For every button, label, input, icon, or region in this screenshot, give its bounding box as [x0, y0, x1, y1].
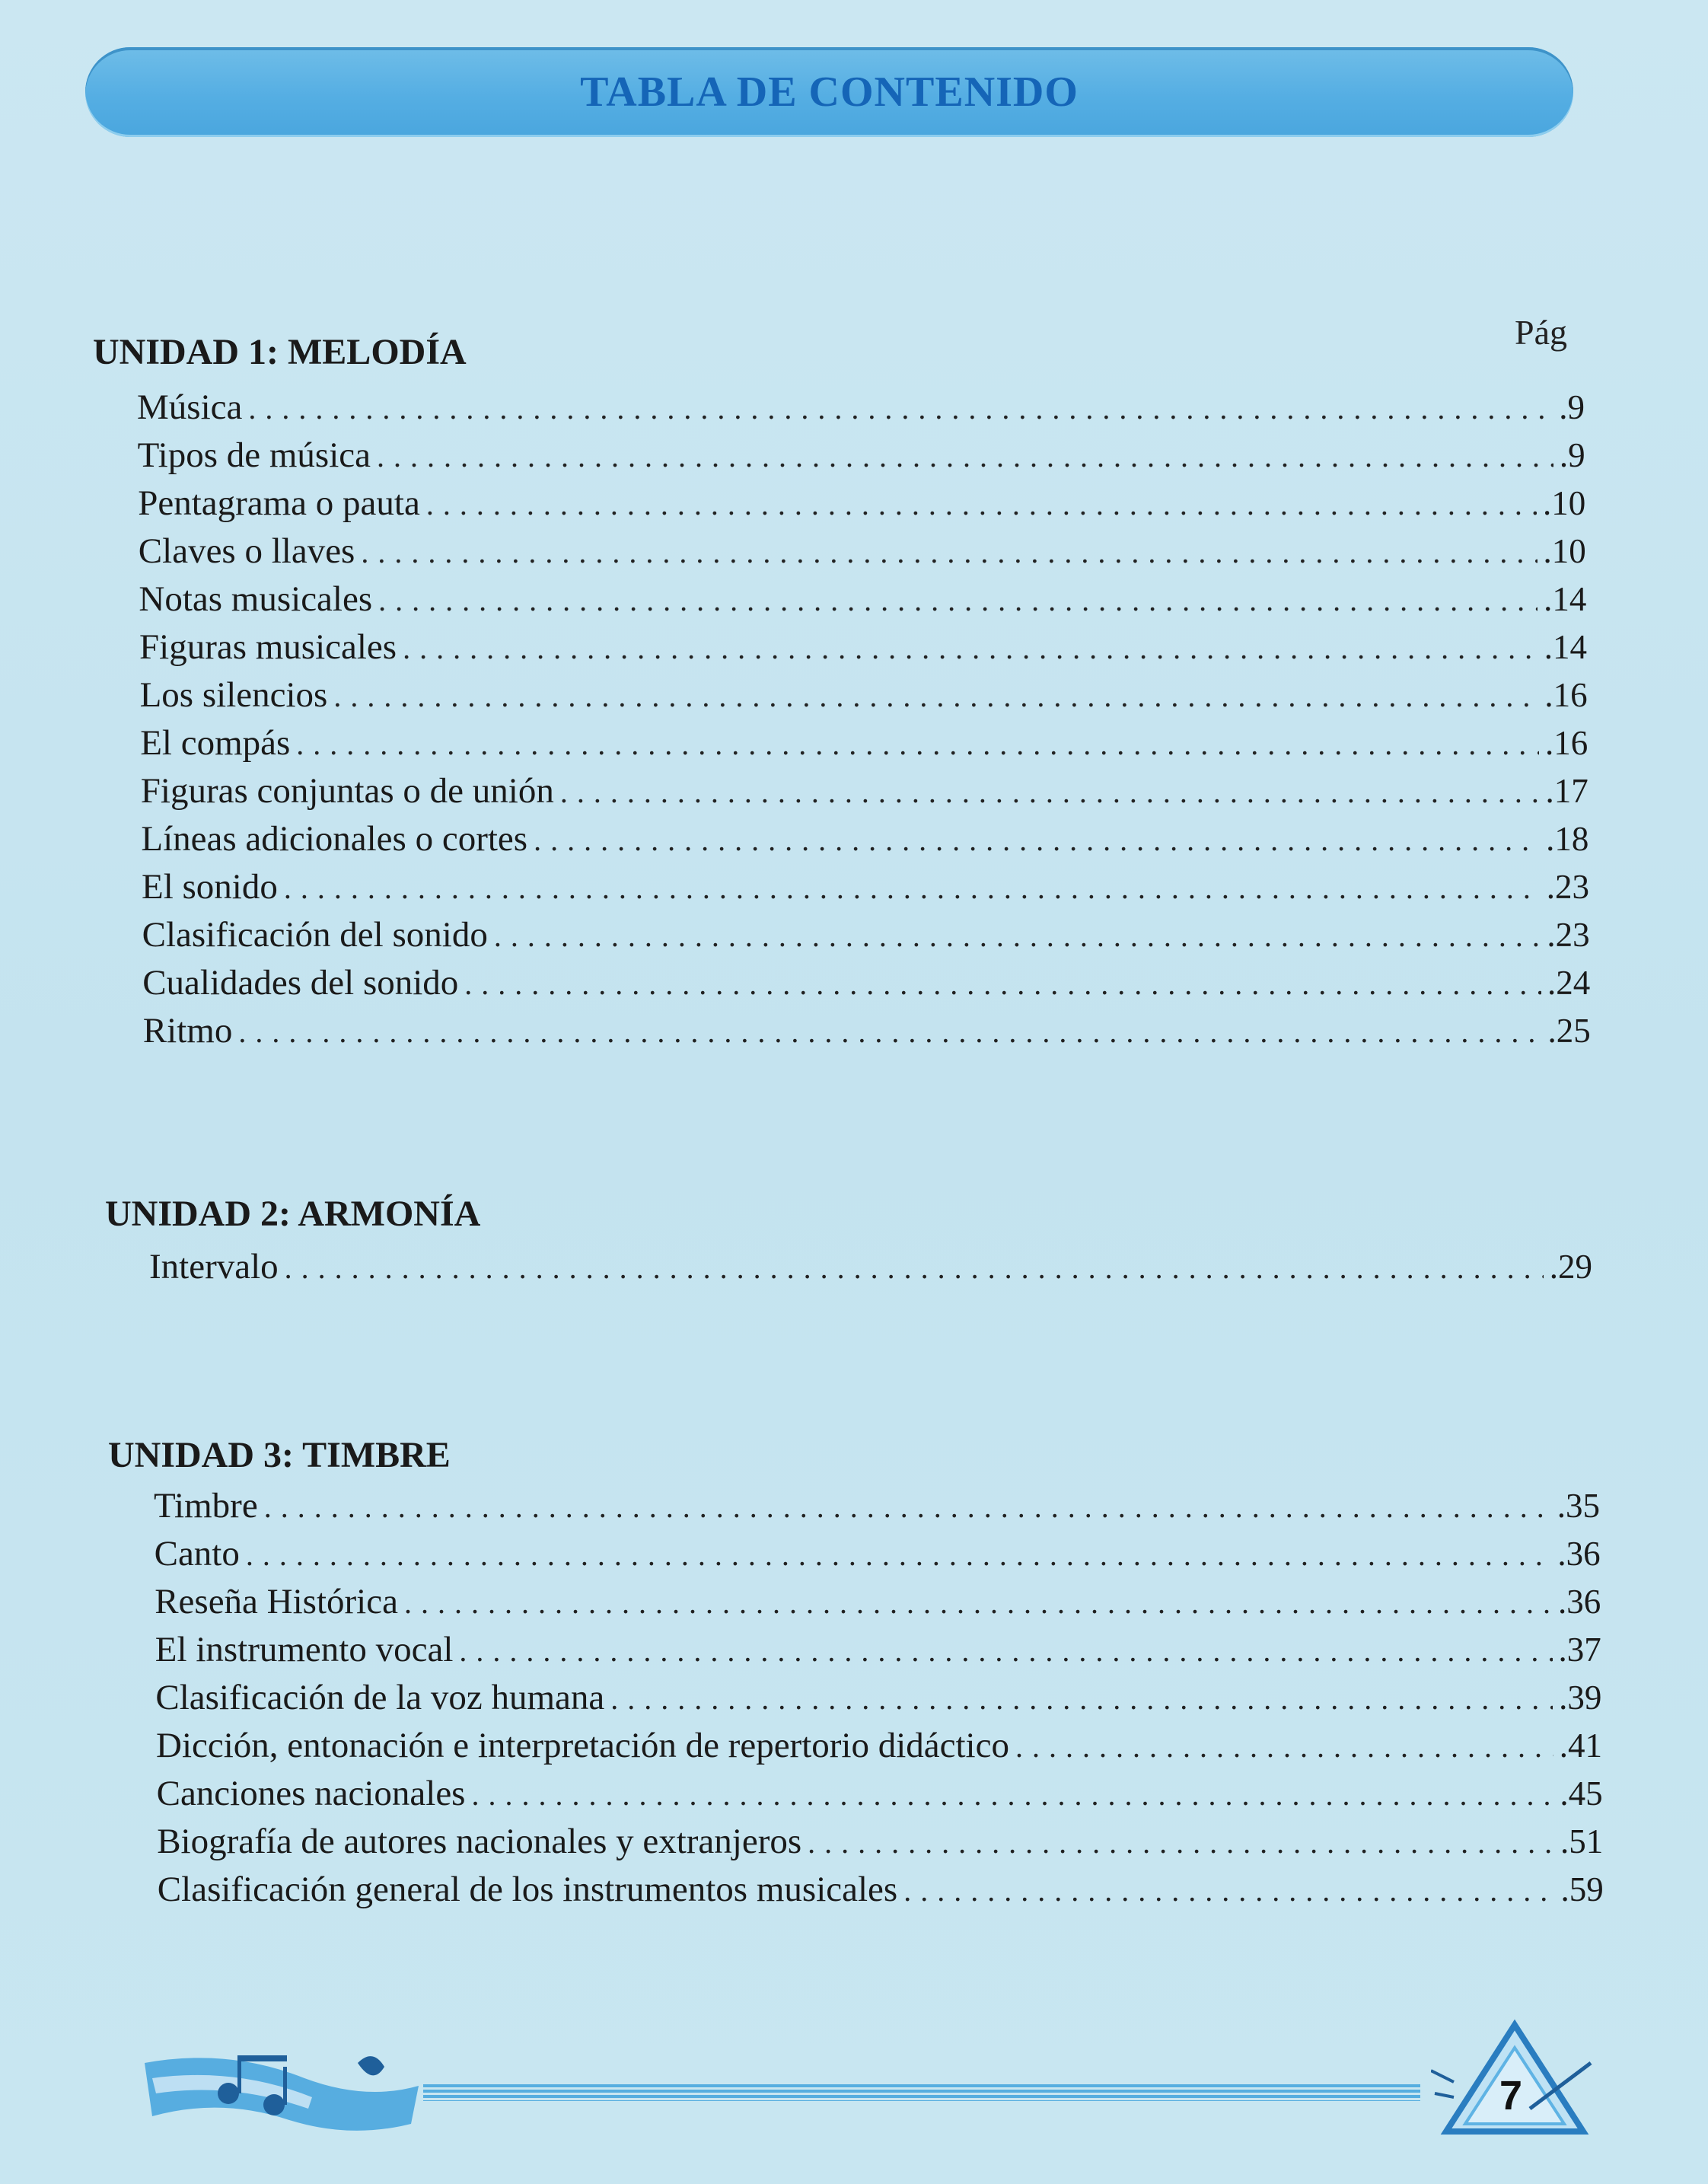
toc-entry — [157, 1821, 1603, 1867]
toc-entry — [149, 1246, 1592, 1292]
page-number: 7 — [1499, 2073, 1523, 2119]
dot-leader — [404, 1585, 1552, 1621]
toc-entry — [156, 1725, 1602, 1771]
dot-leader — [903, 1873, 1554, 1908]
dot-leader — [459, 1633, 1552, 1669]
dot-leader — [238, 1014, 1541, 1050]
toc-entry-page: .14 — [1544, 580, 1587, 618]
toc-entry-label: Intervalo — [149, 1247, 279, 1286]
toc-entry-label: El sonido — [142, 867, 278, 907]
toc-entry-page: .36 — [1557, 1583, 1601, 1621]
toc-entry — [142, 962, 1590, 1008]
toc-entry — [155, 1629, 1601, 1675]
toc-entry-label: Tipos de música — [137, 435, 371, 475]
dot-leader — [610, 1681, 1553, 1717]
dot-leader — [361, 534, 1537, 570]
toc-entry — [143, 1010, 1591, 1056]
unit-3-title: UNIDAD 3: TIMBRE — [108, 1435, 451, 1475]
dot-leader — [471, 1777, 1553, 1813]
toc-entry-label: Notas musicales — [139, 579, 373, 619]
toc-entry-label: Clasificación de la voz humana — [155, 1678, 605, 1717]
toc-entry-label: Claves o llaves — [138, 531, 355, 571]
toc-entry — [155, 1677, 1601, 1723]
dot-leader — [285, 1250, 1544, 1286]
dot-leader — [403, 630, 1538, 666]
toc-entry-page: .18 — [1546, 820, 1589, 858]
toc-entry-label: Cualidades del sonido — [142, 963, 459, 1003]
toc-entry-label: Clasificación del sonido — [142, 915, 488, 955]
page-column-label: Pág — [1515, 313, 1567, 352]
toc-entry-label: El compás — [140, 723, 291, 763]
dot-leader — [284, 870, 1541, 906]
toc-entry-label: Figuras musicales — [139, 627, 397, 667]
dot-leader — [808, 1825, 1554, 1860]
toc-entry-label: Canciones nacionales — [156, 1774, 466, 1813]
toc-entry-label: Figuras conjuntas o de unión — [140, 771, 554, 811]
toc-entry-page: .36 — [1557, 1535, 1601, 1573]
dot-leader — [377, 438, 1553, 474]
toc-entry — [139, 627, 1587, 672]
toc-entry-label: Ritmo — [142, 1011, 233, 1051]
toc-entry-label: Dicción, entonación e interpretación de repertorio didáctico — [156, 1726, 1009, 1765]
toc-entry — [155, 1581, 1601, 1627]
toc-entry-label: Reseña Histórica — [155, 1582, 398, 1621]
toc-entry — [137, 387, 1585, 432]
toc-entry-page: .23 — [1546, 868, 1589, 906]
toc-entry-page: .9 — [1559, 436, 1585, 474]
unit-1-title: UNIDAD 1: MELODÍA — [93, 332, 467, 372]
title-banner — [85, 47, 1573, 137]
toc-entry-label: Timbre — [154, 1486, 258, 1526]
toc-entry — [157, 1773, 1603, 1819]
toc-entry-page: .41 — [1559, 1726, 1602, 1765]
toc-entry-page: .10 — [1543, 532, 1586, 570]
toc-entry-label: Pentagrama o pauta — [138, 483, 420, 523]
toc-entry — [139, 531, 1586, 576]
toc-entry-page: .29 — [1549, 1248, 1592, 1286]
toc-entry-page: .9 — [1559, 388, 1585, 426]
toc-entry-page: .14 — [1544, 628, 1587, 666]
footer-rule — [423, 2084, 1420, 2101]
toc-entry-page: .35 — [1557, 1487, 1600, 1525]
page-title: TABLA DE CONTENIDO — [580, 69, 1079, 116]
toc-entry — [141, 818, 1589, 864]
toc-entry-page: .59 — [1560, 1870, 1604, 1908]
dot-leader — [248, 391, 1553, 426]
dot-leader — [560, 774, 1540, 810]
music-notes-decoration — [137, 2033, 426, 2147]
toc-entry — [140, 674, 1588, 720]
dot-leader — [246, 1537, 1551, 1573]
dot-leader — [534, 822, 1540, 858]
toc-entry-page: .45 — [1560, 1774, 1603, 1813]
toc-entry — [155, 1533, 1601, 1579]
toc-entry — [158, 1869, 1604, 1915]
toc-entry — [139, 579, 1586, 624]
toc-entry-page: .25 — [1547, 1012, 1591, 1050]
toc-entry-label: Música — [137, 387, 243, 427]
toc-entry-page: .16 — [1544, 724, 1589, 762]
dot-leader — [426, 486, 1537, 522]
toc-entry — [154, 1485, 1600, 1531]
toc-entry-label: Biografía de autores nacionales y extranjeros — [157, 1822, 802, 1861]
toc-entry-page: .23 — [1547, 916, 1590, 954]
dot-leader — [333, 678, 1538, 714]
toc-entry-page: .17 — [1545, 772, 1589, 810]
toc-entry — [138, 435, 1585, 480]
toc-entry-page: .39 — [1559, 1679, 1602, 1717]
toc-entry-label: Clasificación general de los instrumentos musicales — [157, 1870, 898, 1909]
dot-leader — [296, 726, 1539, 762]
toc-entry-label: Canto — [154, 1534, 240, 1573]
dot-leader — [264, 1489, 1551, 1525]
toc-entry-label: Líneas adicionales o cortes — [141, 819, 528, 859]
toc-entry-label: El instrumento vocal — [155, 1630, 454, 1669]
dot-leader — [494, 918, 1541, 954]
toc-entry-page: .51 — [1560, 1822, 1604, 1860]
toc-entry — [142, 914, 1590, 960]
toc-entry — [140, 722, 1588, 768]
toc-entry-page: .24 — [1547, 964, 1591, 1002]
toc-entry — [141, 770, 1589, 816]
toc-entry-label: Los silencios — [139, 675, 328, 715]
dot-leader — [464, 966, 1541, 1002]
toc-entry — [142, 866, 1589, 912]
dot-leader — [378, 582, 1538, 618]
toc-entry-page: .37 — [1558, 1631, 1601, 1669]
toc-entry-page: .16 — [1544, 676, 1588, 714]
toc-entry-page: .10 — [1542, 484, 1586, 522]
dot-leader — [1015, 1729, 1553, 1765]
toc-entry — [138, 483, 1585, 528]
unit-2-title: UNIDAD 2: ARMONÍA — [105, 1194, 481, 1234]
